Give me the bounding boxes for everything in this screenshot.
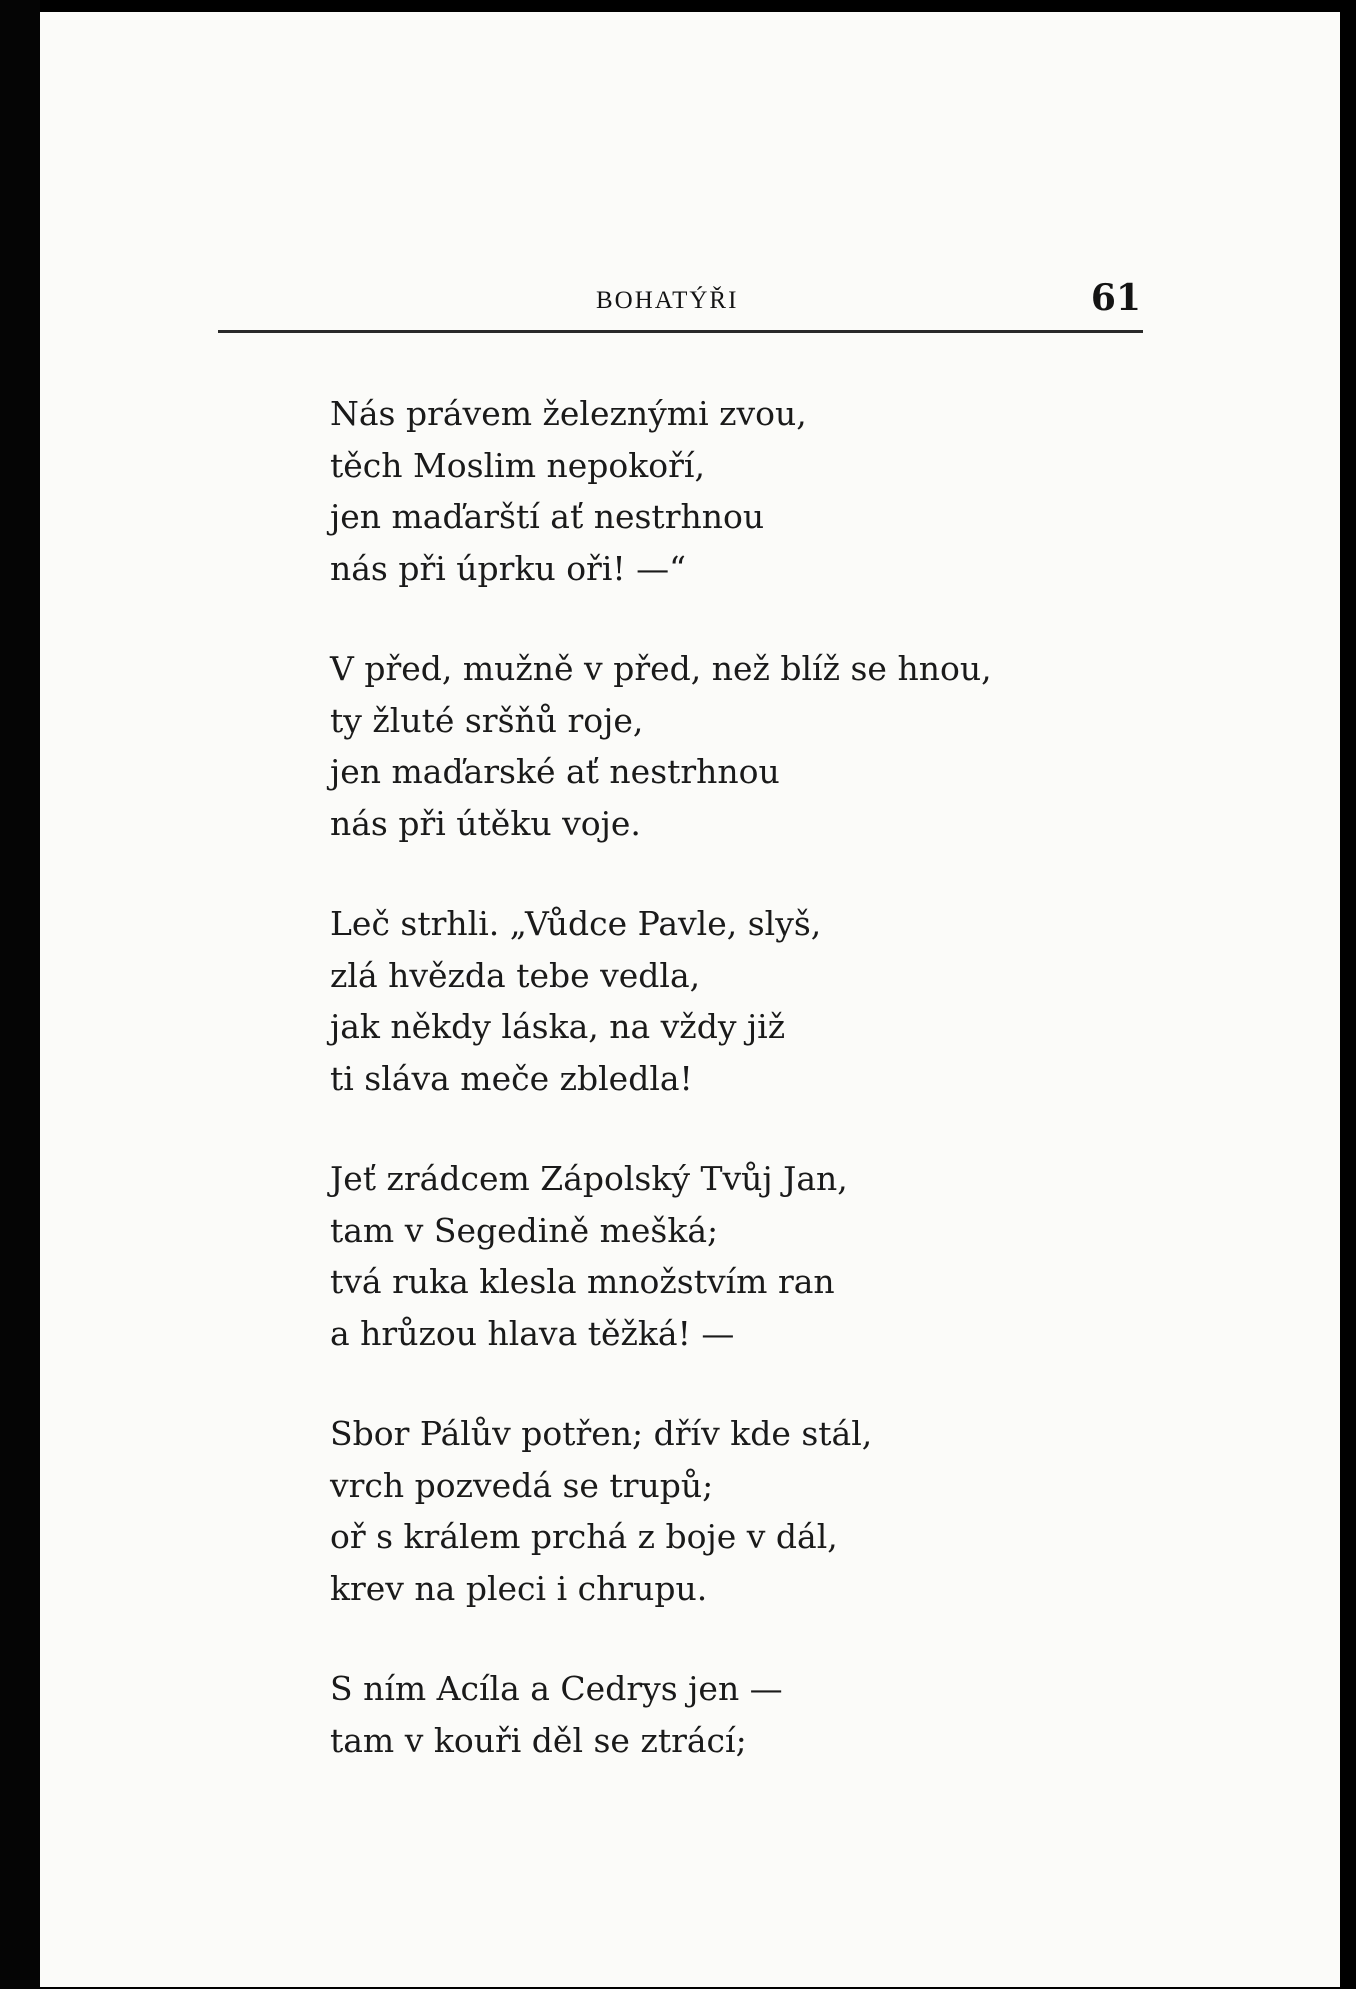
- verse-line: zlá hvězda tebe vedla,: [330, 955, 701, 995]
- poem-body: [330, 388, 1130, 1815]
- verse-line: tvá ruka klesla množstvím ran: [330, 1262, 835, 1301]
- stanza: [330, 643, 1130, 849]
- page-number: 61: [1090, 277, 1141, 319]
- verse-line: těch Moslim nepokoří,: [330, 445, 705, 485]
- verse-line: ti sláva meče zbledla!: [330, 1058, 693, 1098]
- verse-line: tam v Segedině mešká;: [330, 1210, 719, 1250]
- verse-line: oř s králem prchá z boje v dál,: [330, 1517, 838, 1556]
- book-gutter: [0, 0, 40, 1989]
- verse-line: jen maďarské ať nestrhnou: [330, 752, 780, 791]
- verse-line: S ním Acíla a Cedrys jen —: [330, 1669, 783, 1708]
- verse-line: V před, mužně v před, než blíž se hnou,: [330, 649, 992, 688]
- verse-line: Sbor Pálův potřen; dřív kde stál,: [330, 1414, 873, 1453]
- verse-line: a hrůzou hlava těžká! —: [330, 1313, 735, 1353]
- stanza: [330, 1408, 1130, 1614]
- stanza: [330, 898, 1130, 1104]
- verse-line: krev na pleci i chrupu.: [330, 1568, 708, 1608]
- verse-line: Jeť zrádcem Zápolský Tvůj Jan,: [330, 1159, 848, 1198]
- verse-line: vrch pozvedá se trupů;: [330, 1465, 714, 1505]
- verse-line: jen maďarští ať nestrhnou: [330, 497, 765, 536]
- verse-line: nás při útěku voje.: [330, 803, 641, 843]
- verse-line: ty žluté sršňů roje,: [330, 700, 644, 740]
- stanza: [330, 1153, 1130, 1359]
- verse-line: jak někdy láska, na vždy již: [330, 1007, 786, 1046]
- page-header: [218, 275, 1143, 335]
- verse-line: nás při úprku oři! —“: [330, 548, 687, 588]
- verse-line: Nás právem železnými zvou,: [330, 394, 807, 433]
- header-rule: [218, 330, 1143, 333]
- verse-line: Leč strhli. „Vůdce Pavle, slyš,: [330, 904, 822, 943]
- verse-line: tam v kouři děl se ztrácí;: [330, 1720, 747, 1760]
- stanza: [330, 1663, 1130, 1766]
- running-title: BOHATÝŘI: [596, 287, 739, 314]
- stanza: [330, 388, 1130, 594]
